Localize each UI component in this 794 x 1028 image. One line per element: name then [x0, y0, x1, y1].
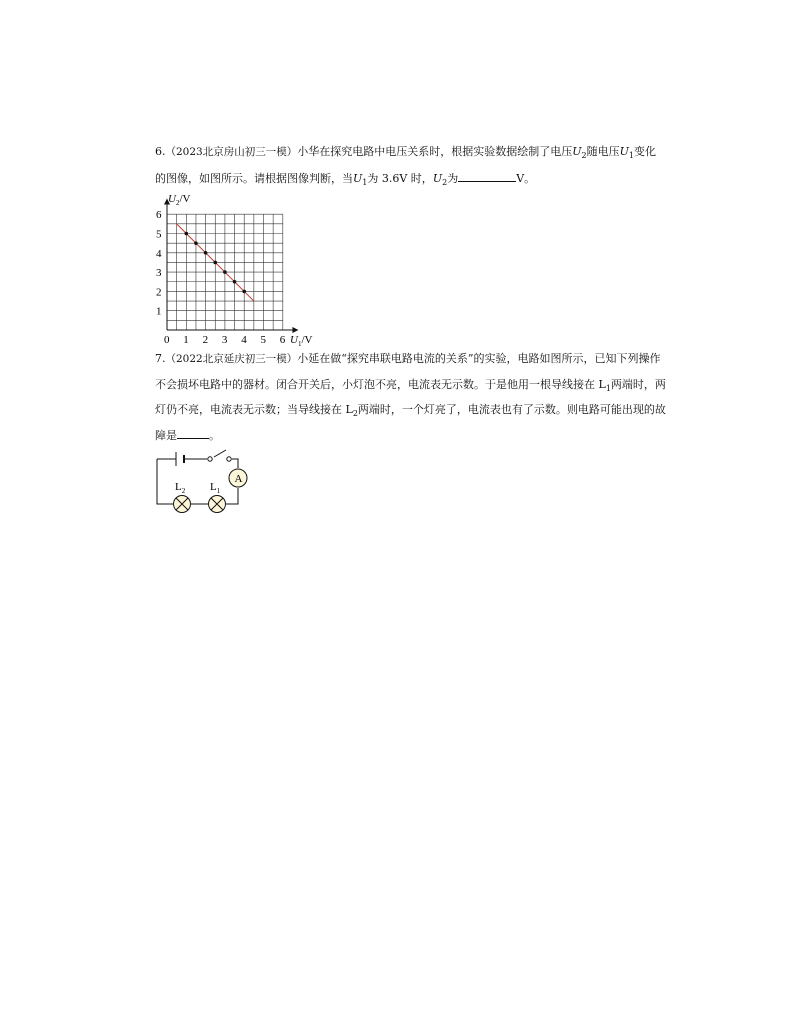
q6-var-u1: U [619, 145, 629, 158]
chart-axes [164, 199, 298, 333]
q7-text-1: 小延在做“探究串联电路电流的关系”的实验，电路如图所示，已知下列操作 [297, 352, 661, 365]
q6-var-u2: U [572, 145, 582, 158]
q6-line-1 [155, 145, 715, 163]
q7-text-2: 不会损坏电路中的器材。闭合开关后，小灯泡不亮，电流表无示数。于是他用一根导线接在 L [155, 378, 606, 391]
x-axis-label: $U_1/V$ [290, 334, 313, 346]
y-tick-label: 6 [156, 209, 162, 222]
q6-answer-blank[interactable] [458, 170, 516, 182]
q7-text-3-end: 两端时，一个灯亮了，电流表也有了示数。则电路可能出现的故 [357, 403, 666, 416]
q6-var-u2b: U [432, 172, 443, 185]
data-point [223, 270, 227, 274]
q6-text-end: 变化 [633, 145, 656, 158]
x-tick-label: 2 [202, 334, 209, 346]
x-tick-label: 4 [241, 334, 247, 346]
q6-source: （2023北京房山初三一模） [165, 146, 298, 158]
y-tick-label: 2 [156, 286, 162, 299]
q6-var-u1b: U [353, 172, 363, 185]
data-point [213, 261, 217, 265]
q7-answer-blank[interactable] [177, 427, 209, 439]
y-tick-label: 3 [156, 267, 162, 280]
data-point [242, 290, 246, 294]
y-axis-label: $U_2/V$ [168, 193, 191, 207]
q6-text: 小华在探究电路中电压关系时，根据实验数据绘制了电压 [297, 145, 573, 158]
q7-number: 7. [155, 352, 166, 365]
q7-text-4: 障是 [155, 429, 177, 442]
q6-text-2-mid: 为 3.6V 时， [367, 172, 433, 185]
q6-text-2: 的图像，如图所示。请根据图像判断，当 [155, 172, 353, 185]
q7-text-2-end: 两端时，两 [610, 378, 666, 391]
lamp-l1-label: $L_1$ [210, 481, 221, 495]
q7-text-2-sub: 1 [605, 384, 611, 394]
x-tick-label: 1 [183, 334, 189, 346]
q7-line-4 [155, 427, 715, 443]
data-point [185, 232, 189, 236]
ammeter-label: A [234, 473, 243, 485]
series-circuit-diagram [150, 446, 260, 516]
q6-var-u2-sub: 2 [581, 151, 587, 161]
x-tick-label: 0 [164, 334, 170, 346]
q6-text-2-after: 为 [447, 172, 459, 185]
circuit-wire [157, 450, 238, 504]
data-point [233, 280, 237, 284]
x-axis-arrow [292, 327, 298, 333]
q7-line-2 [155, 378, 715, 396]
q6-var-u1b-sub: 1 [362, 178, 368, 188]
q7-text-3: 灯仍不亮，电流表无示数；当导线接在 L [155, 403, 353, 416]
q7-text-3-sub: 2 [352, 409, 358, 419]
q7-line-3 [155, 403, 715, 421]
lamp-l2-icon [174, 496, 191, 513]
x-tick-label: 3 [221, 334, 228, 346]
q6-var-u1-sub: 1 [628, 151, 634, 161]
q7-source: （2022北京延庆初三一模） [165, 353, 298, 365]
switch-contact-2 [227, 457, 231, 461]
y-tick-label: 5 [156, 228, 162, 241]
switch-contact [208, 457, 212, 461]
q7-line-1 [155, 352, 715, 366]
q6-number: 6. [155, 145, 166, 158]
q6-var-u2b-sub: 2 [442, 178, 448, 188]
data-point [194, 241, 198, 245]
lamp-l1-icon [209, 496, 226, 513]
q6-unit: V。 [516, 172, 536, 185]
x-tick-label: 6 [279, 334, 286, 346]
y-tick-label: 1 [156, 305, 162, 318]
y-tick-label: 4 [156, 247, 162, 260]
q7-text-4-end: 。 [209, 429, 220, 442]
u2-u1-graph [150, 186, 340, 346]
x-tick-label: 5 [260, 334, 266, 346]
data-point [204, 251, 208, 255]
chart-ticks [156, 209, 286, 346]
lamp-l2-label: $L_2$ [175, 481, 186, 495]
q6-text-mid: 随电压 [586, 145, 620, 158]
